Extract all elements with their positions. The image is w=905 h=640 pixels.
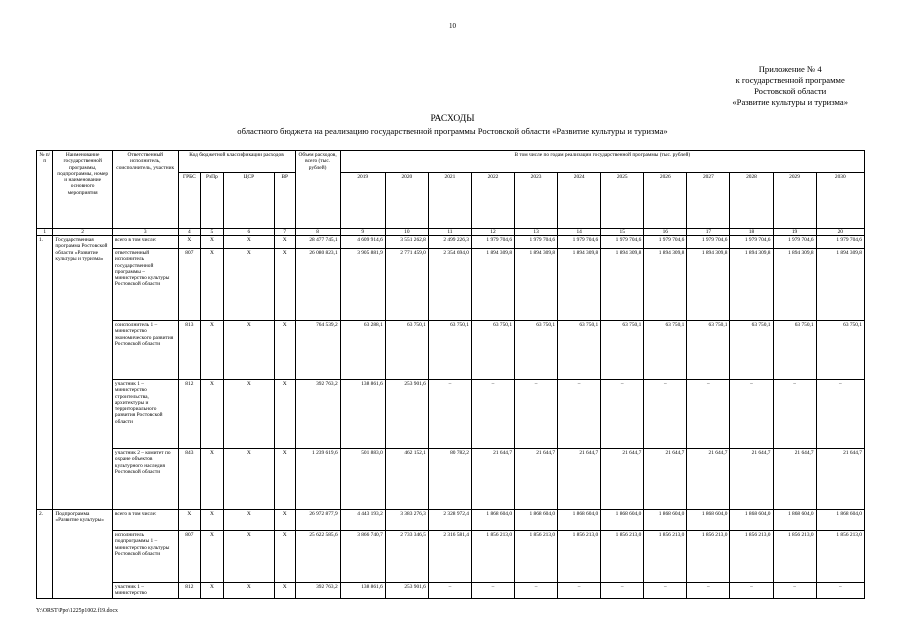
year-value-cell: – <box>816 583 864 599</box>
header-rzpr: РзПр <box>201 173 224 229</box>
year-value-cell: 253 901,6 <box>385 380 428 449</box>
header-year: 2021 <box>428 173 471 229</box>
vr-cell: X <box>274 380 295 449</box>
year-value-cell: 63 750,1 <box>471 321 514 380</box>
year-value-cell: 1 979 704,6 <box>601 236 644 249</box>
grbs-cell: X <box>178 236 201 249</box>
year-value-cell: 63 750,1 <box>385 321 428 380</box>
appendix-line: Приложение № 4 <box>758 64 822 74</box>
csr-cell: X <box>223 531 274 583</box>
year-value-cell: 3 866 740,7 <box>340 531 385 583</box>
executor-cell: соисполнитель 1 – министерство экономического развития Ростовской области <box>112 321 178 380</box>
year-value-cell: 501 883,0 <box>340 449 385 510</box>
year-value-cell: 1 894 309,8 <box>730 249 773 321</box>
rzpr-cell: X <box>201 583 224 599</box>
year-value-cell: 1 856 213,0 <box>773 531 816 583</box>
year-value-cell: 1 979 704,6 <box>816 236 864 249</box>
year-value-cell: – <box>687 583 730 599</box>
year-value-cell: 1 856 213,0 <box>471 531 514 583</box>
vr-cell: X <box>274 236 295 249</box>
rzpr-cell: X <box>201 380 224 449</box>
expenses-table <box>36 150 865 599</box>
program-name: Подпрограмма «Развитие культуры» <box>53 510 113 599</box>
header-year: 2019 <box>340 173 385 229</box>
year-value-cell: 1 868 604,0 <box>601 510 644 531</box>
total-cell: 26 972 877,9 <box>295 510 340 531</box>
executor-cell: исполнитель подпрограммы 1 – министерство культуры Ростовской области <box>112 531 178 583</box>
total-cell: 1 239 619,6 <box>295 449 340 510</box>
file-path: Y:\ORST\Ppo\1225p1002.f19.docx <box>36 608 118 614</box>
csr-cell: X <box>223 236 274 249</box>
year-value-cell: 138 861,6 <box>340 583 385 599</box>
table-row <box>37 380 865 449</box>
column-number: 10 <box>385 229 428 236</box>
year-value-cell: 63 750,1 <box>644 321 687 380</box>
csr-cell: X <box>223 380 274 449</box>
year-value-cell: 2 354 694,0 <box>428 249 471 321</box>
header-year: 2024 <box>558 173 601 229</box>
grbs-cell: 807 <box>178 249 201 321</box>
year-value-cell: 1 979 704,6 <box>515 236 558 249</box>
grbs-cell: 812 <box>178 583 201 599</box>
column-number: 13 <box>515 229 558 236</box>
column-number: 2 <box>53 229 113 236</box>
program-name: Государственная программа Ростовской области «Развитие культуры и туризма» <box>53 236 113 510</box>
column-number: 11 <box>428 229 471 236</box>
year-value-cell: – <box>730 583 773 599</box>
year-value-cell: 1 868 604,0 <box>471 510 514 531</box>
column-number: 4 <box>178 229 201 236</box>
year-value-cell: 1 979 704,6 <box>558 236 601 249</box>
year-value-cell: 1 868 604,0 <box>558 510 601 531</box>
table-row <box>37 510 865 531</box>
year-value-cell: 138 861,6 <box>340 380 385 449</box>
vr-cell: X <box>274 531 295 583</box>
header-total: Объем расходов, всего (тыс. рублей) <box>295 151 340 229</box>
table-row <box>37 236 865 249</box>
year-value-cell: 253 901,6 <box>385 583 428 599</box>
year-value-cell: – <box>687 380 730 449</box>
table-row <box>37 449 865 510</box>
year-value-cell: – <box>558 583 601 599</box>
document-subtitle: областного бюджета на реализацию государственной программы Ростовской области «Развитие культуры и туризма» <box>237 126 668 136</box>
year-value-cell: 1 856 213,0 <box>687 531 730 583</box>
year-value-cell: – <box>601 380 644 449</box>
header-executor: Ответственный исполнитель, соисполнитель, участник <box>112 151 178 229</box>
grbs-cell: X <box>178 510 201 531</box>
year-value-cell: 63 750,1 <box>773 321 816 380</box>
total-cell: 392 763,2 <box>295 380 340 449</box>
table-body <box>37 236 865 599</box>
year-value-cell: 1 856 213,0 <box>515 531 558 583</box>
vr-cell: X <box>274 249 295 321</box>
year-value-cell: 1 894 309,8 <box>773 249 816 321</box>
year-value-cell: – <box>515 583 558 599</box>
year-value-cell: – <box>773 380 816 449</box>
executor-cell: участник 1 – министерство <box>112 583 178 599</box>
csr-cell: X <box>223 449 274 510</box>
appendix-line: «Развитие культуры и туризма» <box>732 97 848 107</box>
header-num: № п/п <box>37 151 53 229</box>
year-value-cell: – <box>471 583 514 599</box>
total-cell: 764 539,2 <box>295 321 340 380</box>
year-value-cell: 21 644,7 <box>730 449 773 510</box>
year-value-cell: 1 894 309,8 <box>558 249 601 321</box>
vr-cell: X <box>274 510 295 531</box>
year-value-cell: 4 443 193,2 <box>340 510 385 531</box>
year-value-cell: 63 750,1 <box>601 321 644 380</box>
total-cell: 25 622 585,6 <box>295 531 340 583</box>
header-year: 2029 <box>773 173 816 229</box>
year-value-cell: – <box>601 583 644 599</box>
year-value-cell: 1 979 704,6 <box>687 236 730 249</box>
table-row <box>37 583 865 599</box>
csr-cell: X <box>223 321 274 380</box>
header-year: 2026 <box>644 173 687 229</box>
row-number: 1. <box>37 236 53 510</box>
year-value-cell: 1 856 213,0 <box>730 531 773 583</box>
year-value-cell: 1 868 604,0 <box>644 510 687 531</box>
rzpr-cell: X <box>201 510 224 531</box>
header-vr: ВР <box>274 173 295 229</box>
year-value-cell: 21 644,7 <box>644 449 687 510</box>
grbs-cell: 843 <box>178 449 201 510</box>
year-value-cell: – <box>816 380 864 449</box>
column-number: 1 <box>37 229 53 236</box>
column-number: 20 <box>816 229 864 236</box>
year-value-cell: 1 894 309,8 <box>601 249 644 321</box>
year-value-cell: 462 152,1 <box>385 449 428 510</box>
column-number: 3 <box>112 229 178 236</box>
header-csr: ЦСР <box>223 173 274 229</box>
executor-cell: участник 2 – комитет по охране объектов культурного наследия Ростовской области <box>112 449 178 510</box>
page-number: 10 <box>449 22 456 30</box>
year-value-cell: – <box>428 583 471 599</box>
header-grbs: ГРБС <box>178 173 201 229</box>
year-value-cell: – <box>773 583 816 599</box>
year-value-cell: 1 868 604,0 <box>687 510 730 531</box>
csr-cell: X <box>223 510 274 531</box>
total-cell: 26 080 823,1 <box>295 249 340 321</box>
column-number: 18 <box>730 229 773 236</box>
year-value-cell: 1 856 213,0 <box>601 531 644 583</box>
executor-cell: всего в том числе: <box>112 236 178 249</box>
rzpr-cell: X <box>201 449 224 510</box>
year-value-cell: 1 979 704,6 <box>773 236 816 249</box>
grbs-cell: 812 <box>178 380 201 449</box>
executor-cell: ответственный исполнитель государственной программы – министерство культуры Ростовской области <box>112 249 178 321</box>
year-value-cell: 1 868 604,0 <box>515 510 558 531</box>
year-value-cell: 3 383 276,3 <box>385 510 428 531</box>
header-year: 2020 <box>385 173 428 229</box>
year-value-cell: 1 856 213,0 <box>644 531 687 583</box>
column-number: 17 <box>687 229 730 236</box>
year-value-cell: – <box>428 380 471 449</box>
table-row <box>37 249 865 321</box>
rzpr-cell: X <box>201 321 224 380</box>
appendix-line: Ростовской области <box>754 86 827 96</box>
csr-cell: X <box>223 249 274 321</box>
column-number: 19 <box>773 229 816 236</box>
year-value-cell: – <box>644 583 687 599</box>
header-year: 2030 <box>816 173 864 229</box>
year-value-cell: 1 868 604,0 <box>816 510 864 531</box>
year-value-cell: 63 750,1 <box>428 321 471 380</box>
year-value-cell: 1 894 309,8 <box>687 249 730 321</box>
year-value-cell: 21 644,7 <box>773 449 816 510</box>
table-row <box>37 531 865 583</box>
year-value-cell: 63 750,1 <box>515 321 558 380</box>
header-name: Наименование государственной программы, подпрограммы, номер и наименование основного мероприятия <box>53 151 113 229</box>
year-value-cell: 1 868 604,0 <box>773 510 816 531</box>
year-value-cell: 1 894 309,8 <box>471 249 514 321</box>
year-value-cell: 63 750,1 <box>730 321 773 380</box>
year-value-cell: 1 856 213,0 <box>816 531 864 583</box>
year-value-cell: 4 609 914,6 <box>340 236 385 249</box>
year-value-cell: 63 750,1 <box>816 321 864 380</box>
year-value-cell: – <box>644 380 687 449</box>
header-year: 2023 <box>515 173 558 229</box>
column-number: 6 <box>223 229 274 236</box>
year-value-cell: 21 644,7 <box>515 449 558 510</box>
year-value-cell: 2 733 346,5 <box>385 531 428 583</box>
year-value-cell: 3 905 881,9 <box>340 249 385 321</box>
year-value-cell: 1 868 604,0 <box>730 510 773 531</box>
year-value-cell: 1 856 213,0 <box>558 531 601 583</box>
year-value-cell: 2 499 226,3 <box>428 236 471 249</box>
rzpr-cell: X <box>201 531 224 583</box>
column-number: 15 <box>601 229 644 236</box>
header-year: 2027 <box>687 173 730 229</box>
column-number: 16 <box>644 229 687 236</box>
header-year: 2022 <box>471 173 514 229</box>
year-value-cell: 21 644,7 <box>601 449 644 510</box>
year-value-cell: 1 979 704,6 <box>644 236 687 249</box>
year-value-cell: – <box>558 380 601 449</box>
column-number: 7 <box>274 229 295 236</box>
year-value-cell: 21 644,7 <box>558 449 601 510</box>
year-value-cell: 63 750,1 <box>558 321 601 380</box>
year-value-cell: 21 644,7 <box>816 449 864 510</box>
year-value-cell: – <box>471 380 514 449</box>
year-value-cell: – <box>730 380 773 449</box>
year-value-cell: 1 979 704,6 <box>730 236 773 249</box>
executor-cell: участник 1 – министерство строительства, архитектуры и территориального развития Ростовской области <box>112 380 178 449</box>
header-by-years: В том числе по годам реализации государственной программы (тыс. рублей) <box>340 151 864 173</box>
year-value-cell: 1 894 309,8 <box>816 249 864 321</box>
table-row <box>37 321 865 380</box>
column-number: 5 <box>201 229 224 236</box>
year-value-cell: 2 771 459,0 <box>385 249 428 321</box>
total-cell: 28 477 745,1 <box>295 236 340 249</box>
year-value-cell: 2 316 581,4 <box>428 531 471 583</box>
rzpr-cell: X <box>201 236 224 249</box>
year-value-cell: 1 979 704,6 <box>471 236 514 249</box>
row-number: 2. <box>37 510 53 599</box>
appendix-line: к государственной программе <box>735 75 845 85</box>
column-number: 12 <box>471 229 514 236</box>
appendix-header <box>732 64 848 108</box>
vr-cell: X <box>274 449 295 510</box>
year-value-cell: 2 328 972,4 <box>428 510 471 531</box>
grbs-cell: 813 <box>178 321 201 380</box>
column-number: 9 <box>340 229 385 236</box>
document-title: РАСХОДЫ <box>430 114 475 124</box>
vr-cell: X <box>274 321 295 380</box>
total-cell: 392 763,2 <box>295 583 340 599</box>
year-value-cell: 1 894 309,8 <box>515 249 558 321</box>
header-year: 2025 <box>601 173 644 229</box>
year-value-cell: 21 644,7 <box>471 449 514 510</box>
year-value-cell: 80 782,2 <box>428 449 471 510</box>
column-number: 8 <box>295 229 340 236</box>
grbs-cell: 807 <box>178 531 201 583</box>
column-number-row <box>37 229 865 236</box>
header-budget-code: Код бюджетной классификации расходов <box>178 151 295 173</box>
header-year: 2028 <box>730 173 773 229</box>
csr-cell: X <box>223 583 274 599</box>
year-value-cell: 63 750,1 <box>687 321 730 380</box>
year-value-cell: 21 644,7 <box>687 449 730 510</box>
year-value-cell: 63 288,1 <box>340 321 385 380</box>
rzpr-cell: X <box>201 249 224 321</box>
year-value-cell: 3 551 262,8 <box>385 236 428 249</box>
year-value-cell: – <box>515 380 558 449</box>
column-number: 14 <box>558 229 601 236</box>
executor-cell: всего в том числе: <box>112 510 178 531</box>
vr-cell: X <box>274 583 295 599</box>
year-value-cell: 1 894 309,8 <box>644 249 687 321</box>
